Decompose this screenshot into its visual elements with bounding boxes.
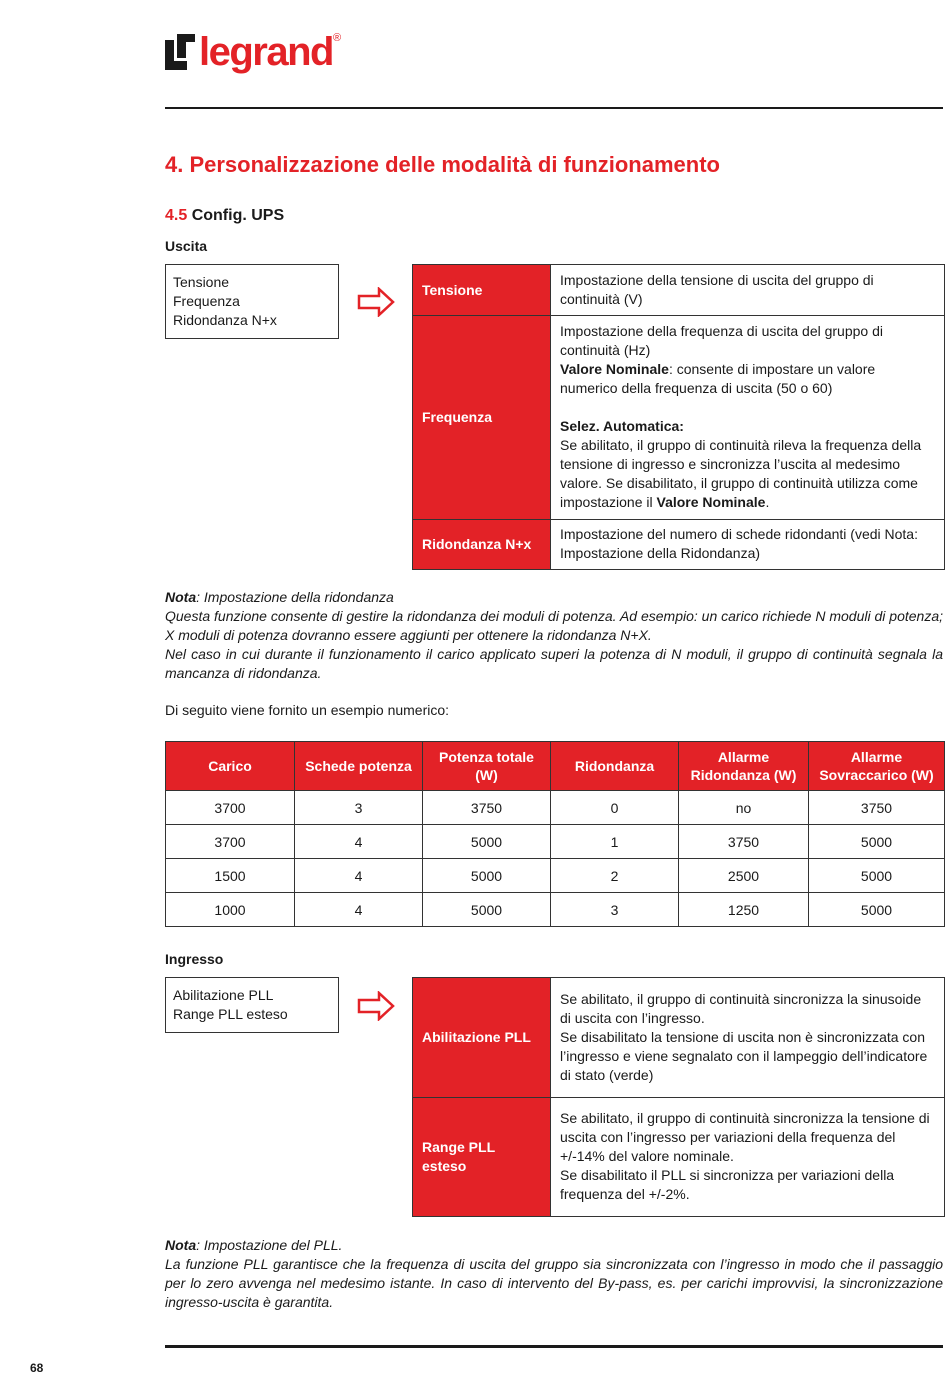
- table-cell: no: [679, 791, 809, 825]
- note-pll-p1: La funzione PLL garantisce che la frequenza di uscita del gruppo sia sincronizzata con l’ingresso in modo che il passaggio per lo zero avvenga nel medesimo istante. In caso di intervento del By-pass, es. per carichi improvvisi, la sincronizzazione ingresso-uscita è garantita.: [165, 1256, 943, 1310]
- table-cell: 3750: [679, 825, 809, 859]
- col-header-allarme-ridondanza: Allarme Ridondanza (W): [679, 742, 809, 791]
- uscita-title: Uscita: [165, 238, 208, 254]
- table-cell: 1250: [679, 893, 809, 927]
- example-table: [165, 741, 945, 927]
- table-cell: 3750: [423, 791, 551, 825]
- table-cell: 1: [551, 825, 679, 859]
- row-tensione: [413, 265, 945, 316]
- table-cell: 3: [551, 893, 679, 927]
- table-cell: 2500: [679, 859, 809, 893]
- table-row: [166, 791, 945, 825]
- ingresso-menu-box: [165, 977, 339, 1033]
- row-abilitazione-pll: [413, 978, 945, 1098]
- key-frequenza: Frequenza: [413, 316, 551, 520]
- example-intro: Di seguito viene fornito un esempio numerico:: [165, 702, 450, 718]
- desc-range-pll: Se abilitato, il gruppo di continuità sincronizza la tensione di uscita con l’ingresso per variazioni della frequenza del +/-14% del valore nominale. Se disabilitato il PLL si sincronizza per variazioni della frequenza del +/-2%.: [551, 1098, 945, 1217]
- selez-automatica-text: Se abilitato, il gruppo di continuità rileva la frequenza della tensione di ingresso e sincronizza l’uscita al medesimo valore. Se disabilitato, il gruppo di continuità utilizza come impostazione il Valore Nominale.: [560, 437, 922, 510]
- col-header-ridondanza: Ridondanza: [551, 742, 679, 791]
- right-arrow-icon: [357, 991, 395, 1021]
- frequenza-valore-nominale: [560, 360, 935, 398]
- table-cell: 5000: [423, 859, 551, 893]
- key-abilitazione-pll: Abilitazione PLL: [413, 978, 551, 1098]
- menu-item-ridondanza: Ridondanza N+x: [173, 312, 277, 328]
- table-cell: 2: [551, 859, 679, 893]
- right-arrow-icon: [357, 287, 395, 317]
- table-cell: 5000: [423, 893, 551, 927]
- note-ridondanza-p2: Nel caso in cui durante il funzionamento il carico applicato superi la potenza di N moduli, il gruppo di continuità segnala la mancanza di ridondanza.: [165, 646, 943, 681]
- menu-item-tensione: Tensione: [173, 274, 230, 290]
- col-header-schede: Schede potenza: [295, 742, 423, 791]
- brand-name: legrand: [199, 30, 333, 74]
- valore-nominale-text: : consente di impostare un valore numerico della frequenza di uscita (50 o 60): [560, 361, 876, 396]
- table-cell: 1500: [166, 859, 295, 893]
- table-cell: 3700: [166, 825, 295, 859]
- col-header-allarme-sovraccarico: Allarme Sovraccarico (W): [809, 742, 945, 791]
- table-cell: 3: [295, 791, 423, 825]
- valore-nominale-label: Valore Nominale: [560, 361, 669, 377]
- example-table-body: [166, 791, 945, 927]
- row-range-pll: [413, 1098, 945, 1217]
- key-tensione: Tensione: [413, 265, 551, 316]
- table-cell: 4: [295, 893, 423, 927]
- table-cell: 5000: [809, 859, 945, 893]
- table-cell: 4: [295, 825, 423, 859]
- row-ridondanza: [413, 520, 945, 570]
- col-header-carico: Carico: [166, 742, 295, 791]
- note-ridondanza-p1: Questa funzione consente di gestire la ridondanza dei moduli di potenza. Ad esempio: un carico richiede N moduli di potenza; X moduli di potenza dovranno essere aggiunti per ottenere la ridondanza N+X.: [165, 608, 943, 643]
- table-row: [166, 893, 945, 927]
- desc-frequenza: [551, 316, 945, 520]
- uscita-description-table: [412, 264, 945, 570]
- note-ridondanza-title: Nota: Impostazione della ridondanza: [165, 589, 394, 605]
- col-header-potenza: Potenza totale (W): [423, 742, 551, 791]
- table-cell: 0: [551, 791, 679, 825]
- menu-item-range-pll: Range PLL esteso: [173, 1006, 288, 1022]
- example-table-header: [166, 742, 945, 791]
- subsection-number: 4.5: [165, 207, 188, 224]
- section-title: 4. Personalizzazione delle modalità di funzionamento: [165, 152, 720, 177]
- menu-item-frequenza: Frequenza: [173, 293, 240, 309]
- table-cell: 5000: [423, 825, 551, 859]
- legrand-logo-icon: [165, 34, 195, 70]
- subsection-title: [165, 207, 284, 225]
- note-ridondanza: [165, 588, 943, 683]
- table-cell: 3700: [166, 791, 295, 825]
- table-cell: 4: [295, 859, 423, 893]
- ingresso-title: Ingresso: [165, 951, 224, 967]
- ingresso-description-table: [412, 977, 945, 1217]
- frequenza-intro: Impostazione della frequenza di uscita del gruppo di continuità (Hz): [560, 323, 883, 358]
- table-cell: 3750: [809, 791, 945, 825]
- brand-registered-mark: ®: [332, 32, 342, 44]
- desc-ridondanza: Impostazione del numero di schede ridondanti (vedi Nota: Impostazione della Ridondanza): [551, 520, 945, 570]
- note-pll-title: Nota: Impostazione del PLL.: [165, 1237, 343, 1253]
- page-number: 68: [30, 1361, 44, 1375]
- table-row: [166, 825, 945, 859]
- header-rule: [165, 107, 943, 109]
- note-pll: [165, 1236, 943, 1312]
- selez-automatica-label: Selez. Automatica:: [560, 418, 684, 434]
- key-ridondanza: Ridondanza N+x: [413, 520, 551, 570]
- brand-logo: [165, 30, 341, 74]
- table-cell: 5000: [809, 825, 945, 859]
- desc-tensione: Impostazione della tensione di uscita del gruppo di continuità (V): [551, 265, 945, 316]
- menu-item-abilitazione-pll: Abilitazione PLL: [173, 987, 274, 1003]
- row-frequenza: [413, 316, 945, 520]
- subsection-name: Config. UPS: [191, 207, 285, 224]
- table-row: [166, 859, 945, 893]
- key-range-pll: Range PLL esteso: [413, 1098, 551, 1217]
- table-cell: 1000: [166, 893, 295, 927]
- footer-rule: [165, 1345, 943, 1348]
- desc-abilitazione-pll: Se abilitato, il gruppo di continuità sincronizza la sinusoide di uscita con l’ingresso. Se disabilitato la tensione di uscita non è sincronizzata con l’ingresso e viene segnalato con il lampeggio dell’indicatore di stato (verde): [551, 978, 945, 1098]
- uscita-menu-box: [165, 264, 339, 339]
- table-cell: 5000: [809, 893, 945, 927]
